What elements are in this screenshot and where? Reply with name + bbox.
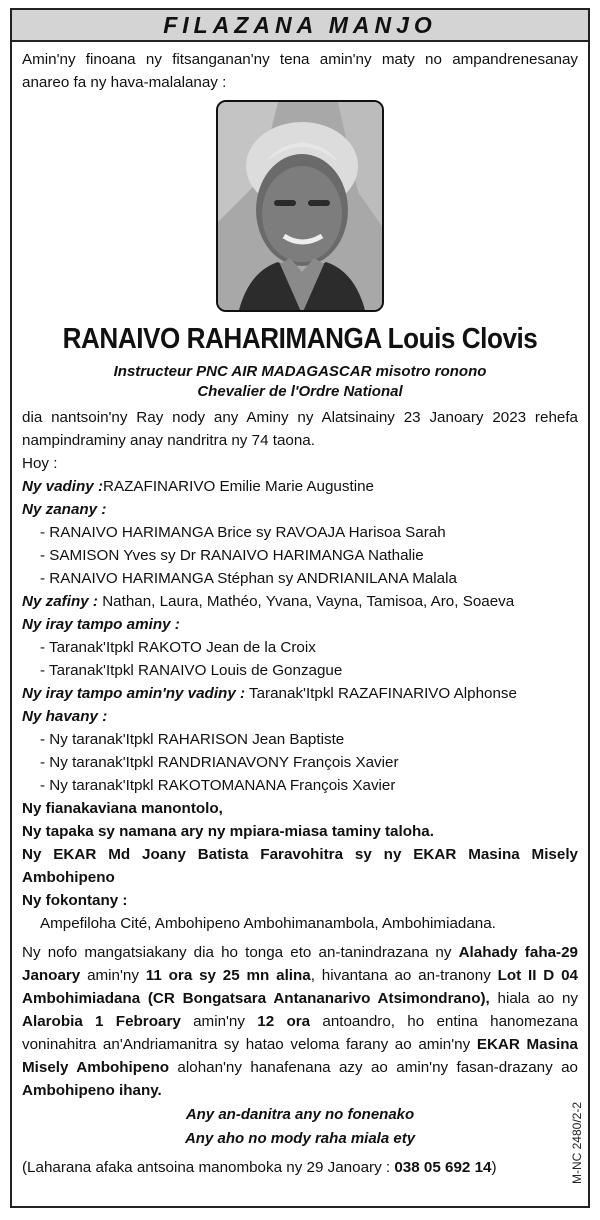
notice-header: FILAZANA MANJO <box>10 8 590 40</box>
portrait-container <box>22 100 578 312</box>
funeral-time-arrival: 11 ora sy 25 mn alina <box>145 967 311 984</box>
fokontany-label: Ny fokontany : <box>22 892 128 909</box>
friends-line: Ny tapaka sy namana ary ny mpiara-miasa taminy taloha. <box>22 823 434 840</box>
list-item: - Ny taranak'Itpkl RAKOTOMANANA François Xavier <box>40 774 578 797</box>
deceased-title-2: Chevalier de l'Ordre National <box>197 383 403 400</box>
portrait-icon <box>218 102 384 312</box>
notice-frame <box>10 40 590 1208</box>
funeral-text: hiala ao ny <box>489 990 578 1007</box>
list-item: - Ny taranak'Itpkl RANDRIANAVONY François Xavier <box>40 751 578 774</box>
spouse-label: Ny vadiny : <box>22 478 104 495</box>
list-item: - RANAIVO HARIMANGA Stéphan sy ANDRIANILANA Malala <box>40 567 578 590</box>
grandchildren-line <box>22 590 578 613</box>
contact-prefix: (Laharana afaka antsoina manomboka ny 29 Janoary : <box>22 1159 395 1176</box>
contact-line <box>22 1156 578 1179</box>
grandchildren-label: Ny zafiny : <box>22 593 98 610</box>
funeral-details <box>22 941 578 1102</box>
closing-verse-2: Any aho no mody raha miala ety <box>184 1130 416 1147</box>
contact-suffix: ) <box>491 1159 497 1176</box>
death-notice: dia nantsoin'ny Ray nody any Aminy ny Alatsinainy 23 Janoary 2023 rehefa nampindraminy anay nandritra ny 74 taona. <box>22 409 578 449</box>
children-list <box>22 521 578 590</box>
funeral-text: amin'ny <box>180 1013 258 1030</box>
families-line: Ny fianakaviana manontolo, <box>22 800 223 817</box>
spouse-value: RAZAFINARIVO Emilie Marie Augustine <box>103 478 374 495</box>
reference-code: M-NC 2480/2-2 <box>570 1101 584 1184</box>
spouse-line <box>22 475 578 498</box>
siblings-list <box>22 636 578 682</box>
funeral-date-arrival: Alahady faha-29 Janoary <box>22 944 578 984</box>
spouse-siblings-value: Taranak'Itpkl RAZAFINARIVO Alphonse <box>249 685 517 702</box>
children-label: Ny zanany : <box>22 501 107 518</box>
deceased-name: RANAIVO RAHARIMANGA Louis Clovis <box>62 323 538 355</box>
grandchildren-value: Nathan, Laura, Mathéo, Yvana, Vayna, Tamisoa, Aro, Soaeva <box>102 593 515 610</box>
intro-text: Amin'ny finoana ny fitsanganan'ny tena amin'ny maty no ampandrenesanay anareo fa ny hava-malalanay : <box>22 51 578 91</box>
relatives-label: Ny havany : <box>22 708 108 725</box>
hoy-label: Hoy : <box>22 455 58 472</box>
list-item: - RANAIVO HARIMANGA Brice sy RAVOAJA Harisoa Sarah <box>40 521 578 544</box>
relatives-list <box>22 728 578 797</box>
spouse-siblings-line <box>22 682 578 705</box>
spouse-siblings-label: Ny iray tampo amin'ny vadiny : <box>22 685 246 702</box>
closing-verse-1: Any an-danitra any no fonenako <box>185 1106 415 1123</box>
churches-line: Ny EKAR Md Joany Batista Faravohitra sy ny EKAR Masina Misely Ambohipeno <box>22 846 578 886</box>
fokontany-value: Ampefiloha Cité, Ambohipeno Ambohimanambola, Ambohimiadana. <box>40 915 496 932</box>
contact-phone: 038 05 692 14 <box>394 1159 492 1176</box>
funeral-text: antoandro, ho entina hanomezana voninahitra an'Andriamanitra sy hatao veloma farany ao amin'ny <box>22 1013 578 1053</box>
funeral-date-departure: Alarobia 1 Febroary <box>22 1013 181 1030</box>
funeral-burial-place: Ambohipeno ihany. <box>22 1082 162 1099</box>
funeral-text: alohan'ny hanafenana azy ao amin'ny fasan-drazany ao <box>169 1059 578 1076</box>
list-item: - Taranak'Itpkl RAKOTO Jean de la Croix <box>40 636 578 659</box>
portrait-photo <box>216 100 384 312</box>
list-item: - Ny taranak'Itpkl RAHARISON Jean Baptiste <box>40 728 578 751</box>
list-item: - SAMISON Yves sy Dr RANAIVO HARIMANGA Nathalie <box>40 544 578 567</box>
funeral-text: Ny nofo mangatsiakany dia ho tonga eto an-tanindrazana ny <box>22 944 459 961</box>
siblings-label: Ny iray tampo aminy : <box>22 616 180 633</box>
funeral-text: amin'ny <box>80 967 146 984</box>
funeral-time-departure: 12 ora <box>257 1013 311 1030</box>
funeral-address: Lot II D 04 Ambohimiadana (CR Bongatsara Antananarivo Atsimondrano), <box>22 967 578 1007</box>
funeral-text: , hivantana ao an-tranony <box>310 967 498 984</box>
list-item: - Taranak'Itpkl RANAIVO Louis de Gonzague <box>40 659 578 682</box>
deceased-title-1: Instructeur PNC AIR MADAGASCAR misotro ronono <box>113 363 487 380</box>
funeral-church: EKAR Masina Misely Ambohipeno <box>22 1036 578 1076</box>
